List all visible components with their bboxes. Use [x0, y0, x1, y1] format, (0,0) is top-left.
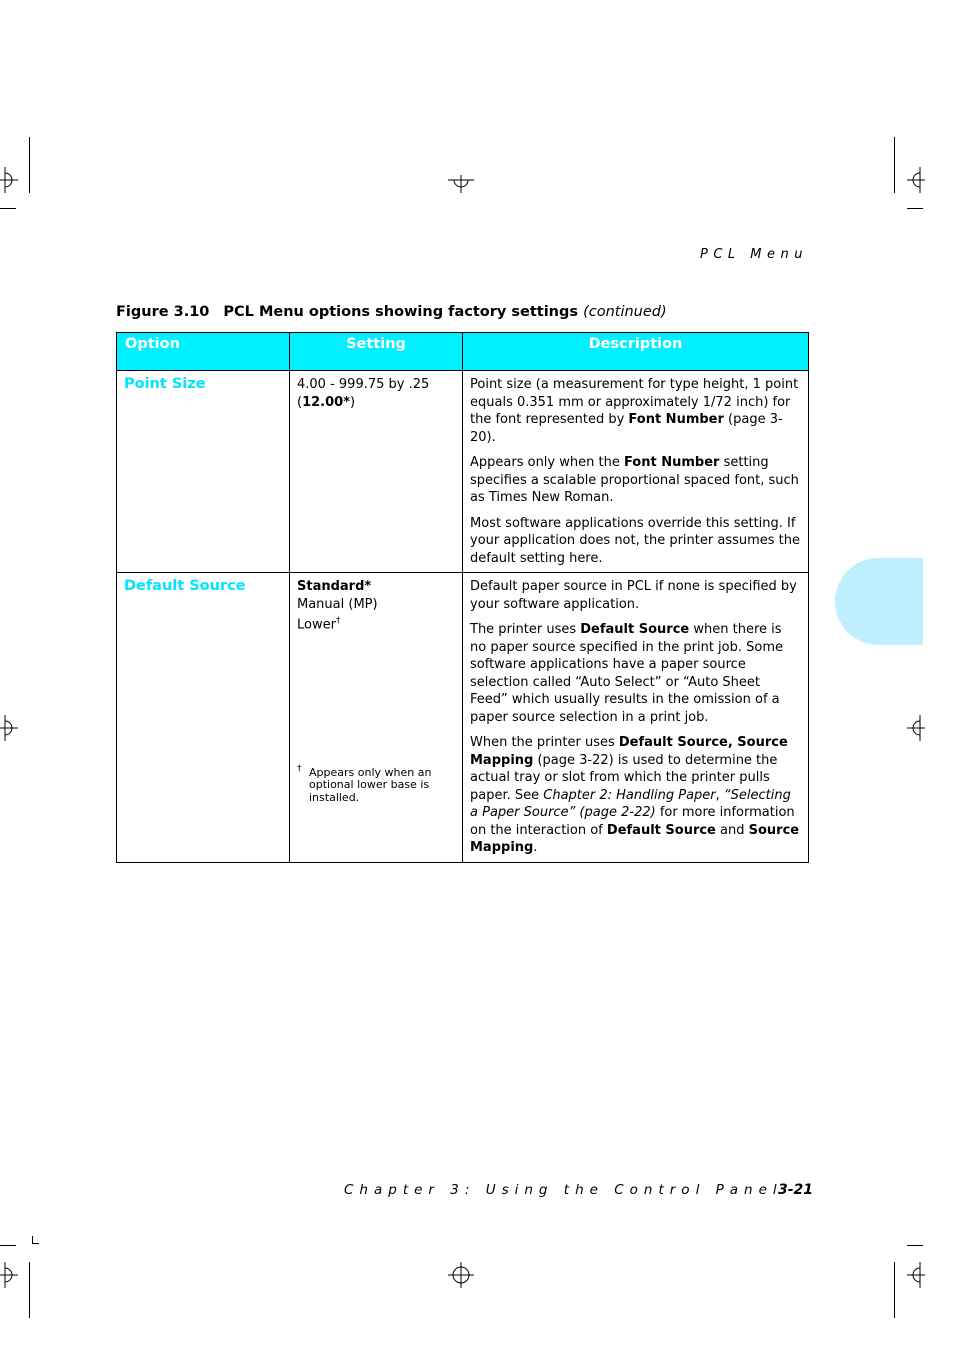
description-emphasis: Default Source, Source Mapping	[470, 735, 788, 768]
page-number: 3-21	[778, 1182, 814, 1198]
setting-default-close: )	[350, 394, 356, 410]
option-name: Point Size	[124, 376, 206, 392]
footnote-marker: †	[335, 616, 341, 626]
description-emphasis: Source Mapping	[470, 822, 800, 855]
description-text: When the printer uses	[470, 735, 619, 750]
table-header-row	[117, 333, 809, 371]
description-cell	[463, 573, 809, 863]
footnote-text: Appears only when an optional lower base is installed.	[309, 765, 432, 804]
description-text: Default paper source in PCL if none is specified by your software application.	[470, 579, 797, 612]
pcl-options-table	[116, 332, 809, 863]
setting-range: 4.00 - 999.75 by .25	[297, 377, 430, 392]
figure-caption	[116, 304, 667, 320]
setting-default-value: 12.00*	[302, 394, 350, 410]
setting-option	[297, 613, 455, 634]
table-row-point-size	[117, 371, 809, 573]
description-paragraph	[470, 376, 801, 446]
setting-option-text: Lower	[297, 617, 336, 633]
option-cell	[117, 573, 290, 863]
registration-mark-icon	[903, 165, 925, 195]
column-header-setting: Setting	[290, 333, 463, 371]
registration-mark-icon	[0, 713, 20, 743]
setting-cell	[290, 371, 463, 573]
setting-default-value: Standard*	[297, 579, 372, 594]
chapter-thumb-tab	[835, 558, 923, 645]
description-text: Appears only when the	[470, 455, 624, 470]
description-cell	[463, 371, 809, 573]
description-text: (page 3-22) is used to determine the actual tray or slot from which the printer pulls paper. See	[470, 752, 778, 803]
setting-default-open: (	[297, 394, 303, 410]
description-emphasis: Default Source	[606, 822, 716, 838]
description-text: Point size (a measurement for type height, 1 point equals 0.351 mm or approximately 1/72 inch) for the font represented by	[470, 377, 799, 427]
description-emphasis: Default Source	[580, 622, 690, 637]
setting-default	[297, 394, 455, 412]
registration-mark-icon	[446, 1260, 476, 1290]
setting-cell	[290, 573, 463, 863]
description-paragraph	[470, 734, 801, 857]
description-text: (page 3-20).	[470, 412, 783, 445]
registration-mark-icon	[903, 1260, 925, 1290]
column-header-description: Description	[463, 333, 809, 371]
description-citation: “Selecting a Paper Source” (page 2-22)	[470, 787, 791, 820]
column-header-option: Option	[117, 333, 290, 371]
option-name: Default Source	[124, 578, 246, 594]
description-emphasis: Font Number	[628, 412, 724, 427]
description-text: Most software applications override this setting. If your application does not, the printer assumes the default setting here.	[470, 515, 801, 566]
registration-mark-icon	[0, 165, 20, 195]
description-text: The printer uses	[470, 622, 581, 637]
footnote-marker: †	[297, 763, 302, 774]
figure-number: Figure 3.10	[116, 304, 210, 320]
description-text: for more information on the interaction of	[470, 805, 795, 838]
setting-option: Manual (MP)	[297, 596, 378, 612]
description-text: ,	[715, 787, 724, 803]
table-row-default-source	[117, 573, 809, 863]
description-paragraph	[470, 454, 801, 507]
description-paragraph	[470, 621, 801, 726]
description-text: when there is no paper source specified in the print job. Some software applications have a paper source selection called “Auto Select” or “Auto Sheet Feed” which usually results in the omission of a paper source selection in a print job.	[470, 622, 784, 725]
figure-title: PCL Menu options showing factory settings	[223, 304, 579, 320]
footer-chapter-title: Chapter 3: Using the Control Panel	[344, 1182, 783, 1198]
registration-mark-icon	[446, 175, 476, 195]
running-head: PCL Menu	[700, 247, 808, 262]
description-text: and	[715, 822, 749, 838]
registration-mark-icon	[903, 713, 925, 743]
figure-suffix: (continued)	[583, 304, 667, 320]
description-citation: Chapter 2: Handling Paper	[543, 787, 716, 803]
description-paragraph	[470, 578, 801, 613]
footnote	[297, 763, 455, 805]
description-emphasis: Font Number	[623, 455, 720, 470]
option-cell	[117, 371, 290, 573]
registration-mark-icon	[0, 1260, 20, 1290]
description-paragraph	[470, 515, 801, 568]
description-text: setting specifies a scalable proportional spaced font, such as Times New Roman.	[470, 455, 799, 505]
description-text: .	[533, 840, 538, 855]
